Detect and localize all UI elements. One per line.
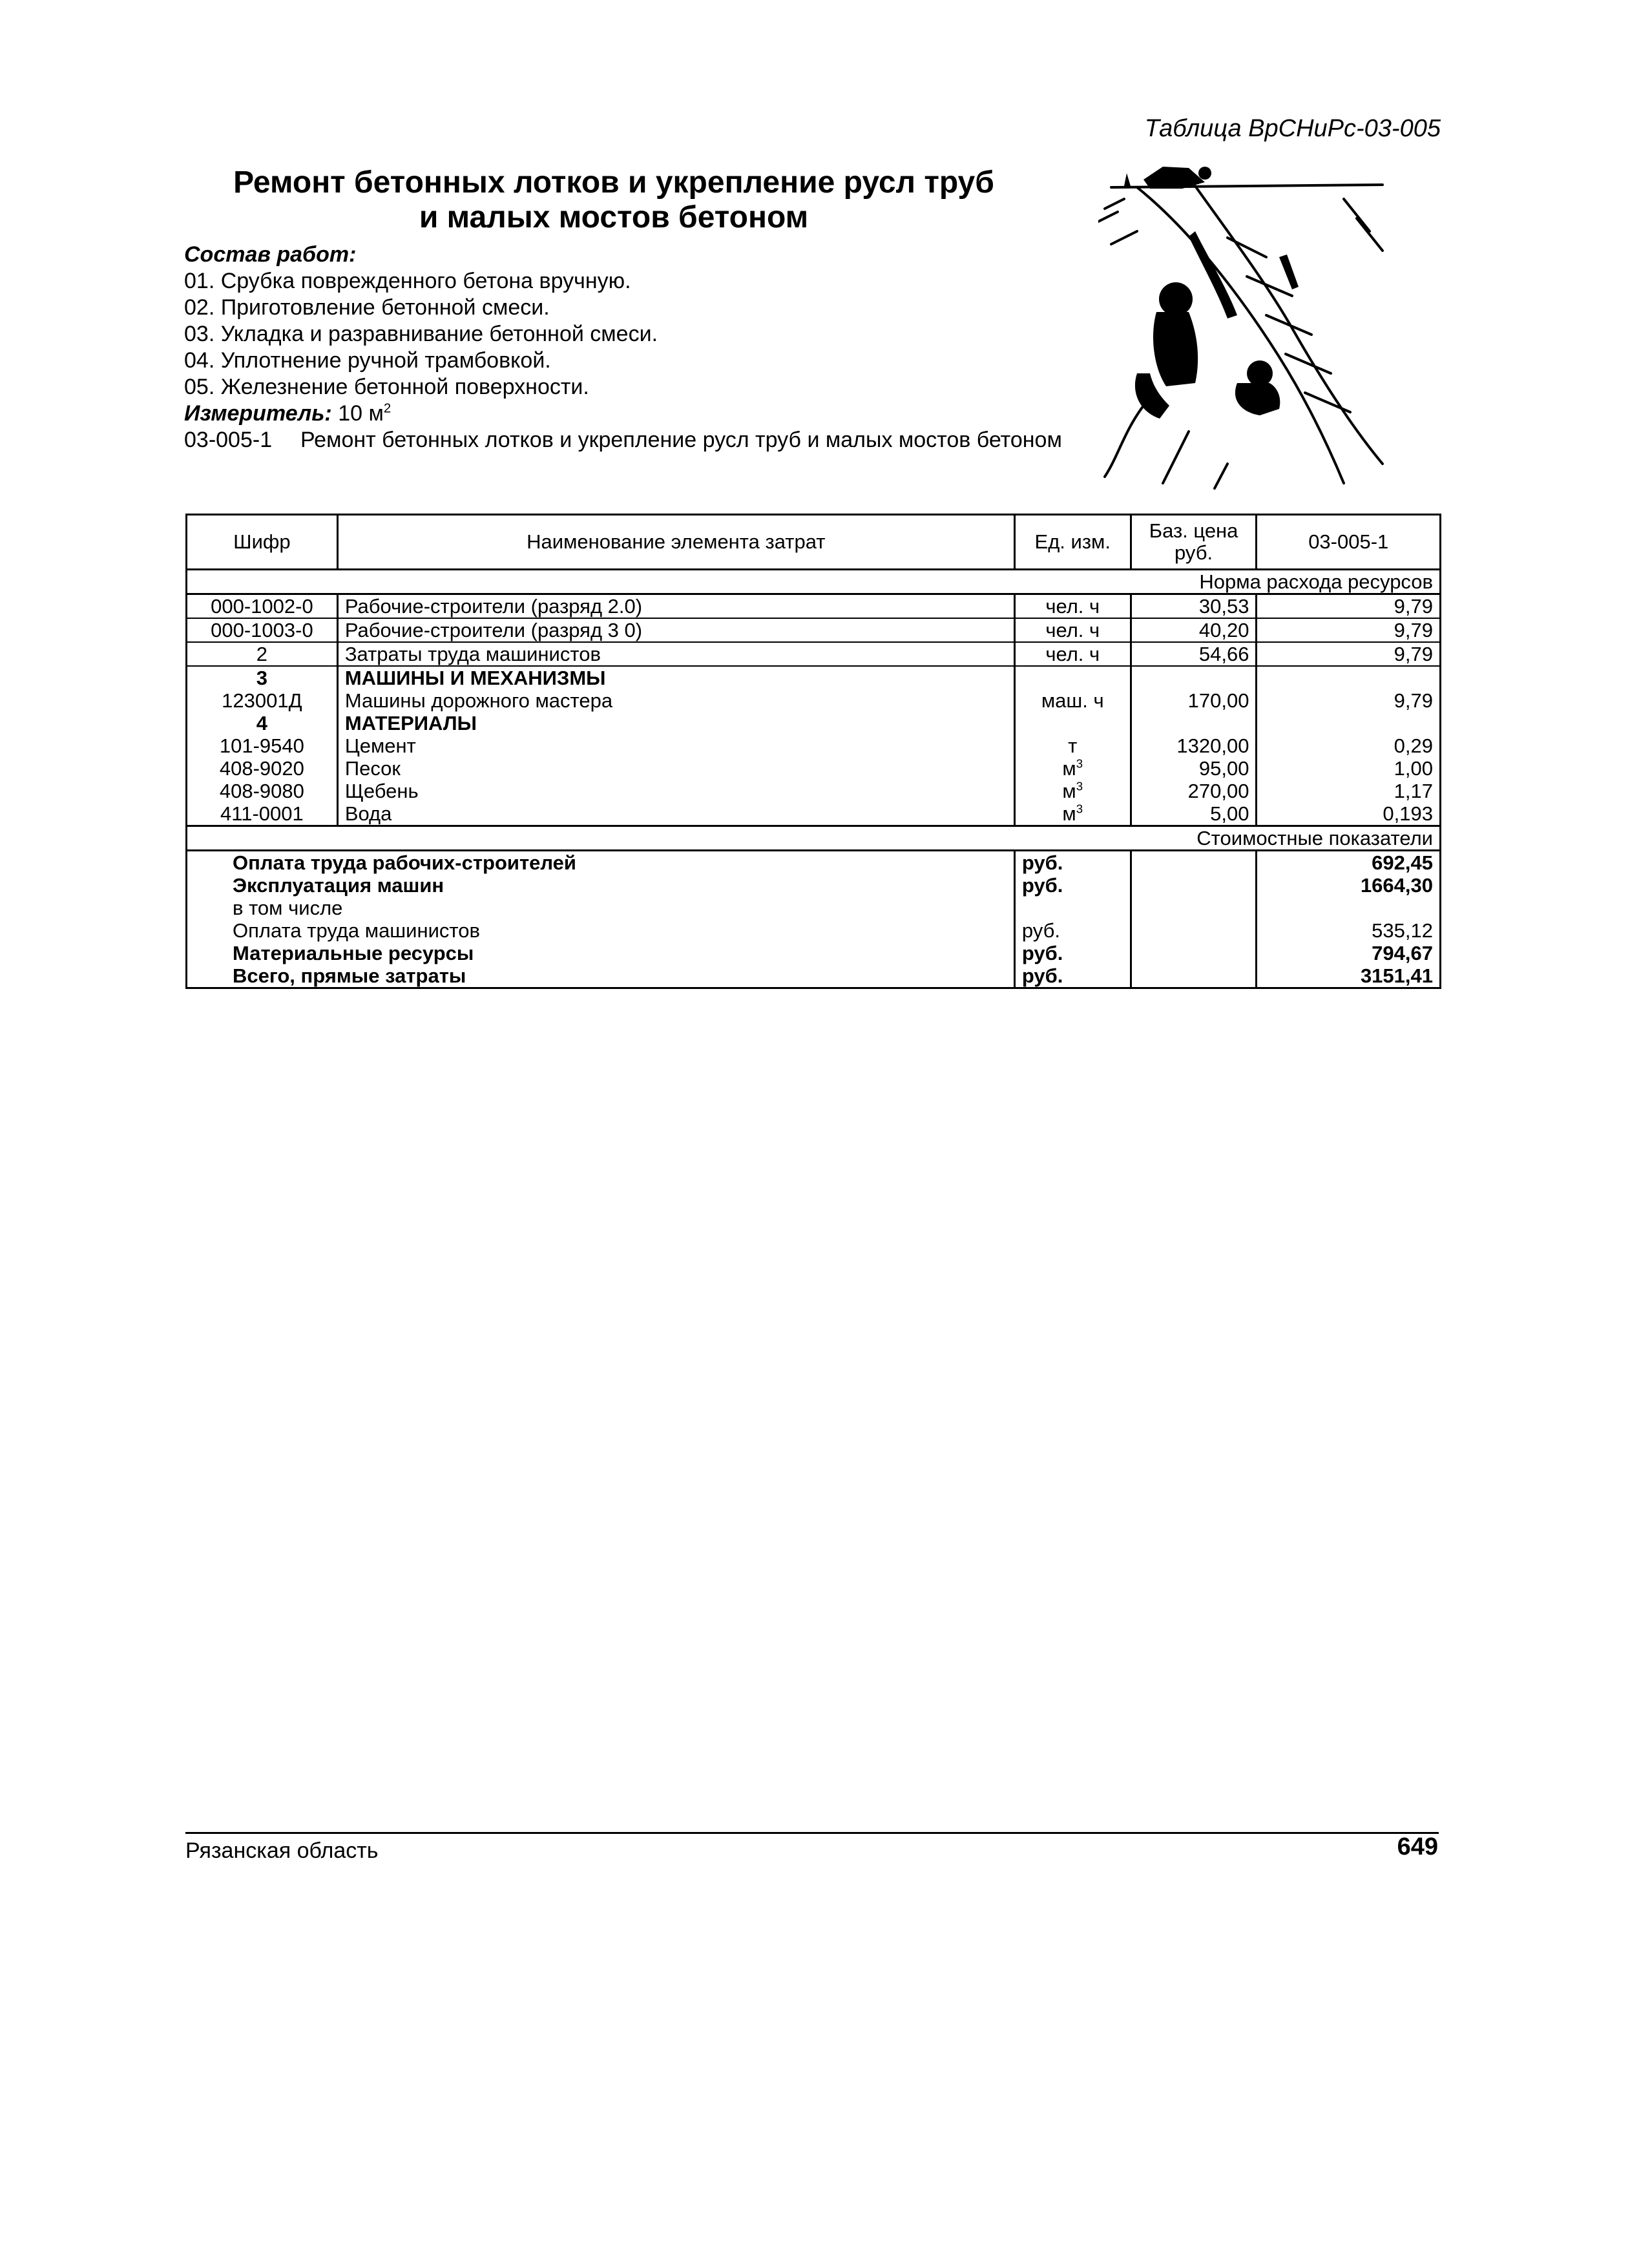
cost-name: в том числе [187,897,1015,919]
cell-code-text: 4 [256,712,268,734]
cost-unit: руб. [1014,874,1131,897]
table-row [187,666,1441,689]
cell-code [187,594,338,619]
cell-name [337,780,1014,802]
resource-rows [187,594,1441,826]
cost-price-empty [1131,851,1257,875]
cell-value-text: 0,193 [1383,802,1433,825]
intro-section [184,242,1089,453]
cell-value-text: 0,29 [1394,734,1433,757]
meter-superscript: 2 [383,401,392,416]
cell-name-text: Вода [344,802,392,825]
table-row [187,618,1441,642]
footer-region: Рязанская область [185,1838,379,1863]
work-item: 05. Железнение бетонной поверхности. [184,375,589,399]
cell-code-text: 3 [256,667,268,689]
cell-name-text: Рабочие-строители (разряд 2.0) [344,595,643,618]
cost-price-empty [1131,919,1257,942]
work-item: 03. Укладка и разравнивание бетонной смеси. [184,322,658,346]
cell-name [337,757,1014,780]
cell-price-text: 1320,00 [1176,734,1249,757]
item-line [184,427,1089,453]
cell-name [337,666,1014,689]
cell-value [1257,594,1441,619]
cell-value [1257,802,1441,826]
cost-name: Эксплуатация машин [187,874,1015,897]
cell-code-text: 408-9020 [219,757,304,780]
cell-name [337,802,1014,826]
cell-value [1257,666,1441,689]
cell-code-text: 408-9080 [219,780,304,802]
footer-rule [185,1832,1439,1834]
cell-name [337,642,1014,666]
unit-superscript: 3 [1076,802,1083,816]
cell-code [187,780,338,802]
cost-heading-row [187,826,1441,851]
unit-superscript: 3 [1076,779,1083,793]
table-row [187,712,1441,734]
cell-name [337,712,1014,734]
table-header-row [187,515,1441,570]
cell-code-text: 000-1002-0 [211,595,313,618]
cost-table [185,514,1441,989]
norm-heading-row [187,570,1441,594]
table-row [187,734,1441,757]
cell-unit [1014,802,1131,826]
cost-value: 1664,30 [1257,874,1441,897]
cost-unit: руб. [1014,964,1131,988]
cell-unit [1014,642,1131,666]
cell-name-text: Затраты труда машинистов [344,643,601,665]
cell-unit [1014,666,1131,689]
cell-name [337,689,1014,712]
cell-name-text: Щебень [344,780,419,802]
title-line-1: Ремонт бетонных лотков и укрепление русл труб [233,165,994,200]
cell-unit [1014,689,1131,712]
cell-unit [1014,618,1131,642]
cost-rows [187,851,1441,988]
meter-line [184,401,1089,427]
cell-name-text: Цемент [344,734,416,757]
work-item: 02. Приготовление бетонной смеси. [184,295,550,320]
unit-superscript: 3 [1076,756,1083,771]
cell-price [1131,780,1257,802]
table-row [187,642,1441,666]
page-number: 649 [1397,1833,1438,1860]
cell-price-text: 40,20 [1198,619,1249,641]
cell-price [1131,757,1257,780]
cost-row [187,874,1441,897]
cost-value: 3151,41 [1257,964,1441,988]
table-row [187,780,1441,802]
cell-unit-text: м [1062,757,1076,780]
header-unit: Ед. изм. [1014,515,1131,570]
cost-row [187,942,1441,964]
cell-unit [1014,712,1131,734]
cost-name: Материальные ресурсы [187,942,1015,964]
table-reference: Таблица ВрСНиРс-03-005 [1144,115,1441,142]
cell-price-text: 270,00 [1187,780,1249,802]
header-price: Баз. цена руб. [1131,515,1257,570]
cost-price-empty [1131,942,1257,964]
cell-value [1257,618,1441,642]
cost-name: Оплата труда рабочих-строителей [187,851,1015,875]
cost-heading: Стоимостные показатели [187,826,1441,851]
cell-price-text: 54,66 [1198,643,1249,665]
cell-price [1131,594,1257,619]
page-title [187,165,1040,235]
cell-price [1131,689,1257,712]
meter-value: 10 м [338,401,384,426]
header-code: Шифр [187,515,338,570]
cost-unit: руб. [1014,942,1131,964]
cost-unit [1014,897,1131,919]
cell-price-text: 30,53 [1198,595,1249,618]
cell-value [1257,689,1441,712]
cell-code [187,757,338,780]
item-description: Ремонт бетонных лотков и укрепление русл труб и малых мостов бетоном [300,428,1062,452]
cell-code-text: 411-0001 [220,802,304,825]
cell-price [1131,618,1257,642]
cell-code [187,734,338,757]
table-row [187,594,1441,619]
cell-name-text: МАТЕРИАЛЫ [344,712,477,734]
cost-name: Всего, прямые затраты [187,964,1015,988]
title-line-2: и малых мостов бетоном [419,200,809,234]
cell-code-text: 101-9540 [219,734,304,757]
cost-row [187,919,1441,942]
cell-code-text: 000-1003-0 [211,619,313,641]
cell-price [1131,666,1257,689]
cell-price [1131,712,1257,734]
cost-unit: руб. [1014,851,1131,875]
works-heading: Состав работ: [184,242,357,267]
work-item: 01. Срубка поврежденного бетона вручную. [184,269,631,293]
cell-price [1131,642,1257,666]
cell-unit-text: м [1062,780,1076,802]
cell-code [187,689,338,712]
cell-value-text: 1,00 [1394,757,1433,780]
header-name: Наименование элемента затрат [337,515,1014,570]
cost-name: Оплата труда машинистов [187,919,1015,942]
cell-value [1257,780,1441,802]
cost-unit: руб. [1014,919,1131,942]
cell-unit-text: чел. ч [1045,643,1100,665]
cell-code [187,802,338,826]
cost-value: 794,67 [1257,942,1441,964]
cell-unit [1014,780,1131,802]
cell-value [1257,734,1441,757]
cell-unit-text: маш. ч [1041,689,1104,712]
cost-value: 535,12 [1257,919,1441,942]
table-row [187,757,1441,780]
cell-value-text: 9,79 [1394,689,1433,712]
table-row [187,802,1441,826]
cost-price-empty [1131,964,1257,988]
cell-unit [1014,734,1131,757]
cell-price [1131,802,1257,826]
cell-price-text: 5,00 [1210,802,1249,825]
cell-name-text: Машины дорожного мастера [344,689,613,712]
cell-name-text: МАШИНЫ И МЕХАНИЗМЫ [344,667,606,689]
cell-value [1257,757,1441,780]
item-code: 03-005-1 [184,428,273,452]
work-item: 04. Уплотнение ручной трамбовкой. [184,348,551,373]
cell-value-text: 1,17 [1394,780,1433,802]
cell-value [1257,712,1441,734]
cost-row [187,897,1441,919]
cell-code [187,642,338,666]
cell-code-text: 123001Д [222,689,302,712]
table-row [187,689,1441,712]
cell-unit-text: т [1068,734,1078,757]
cost-value [1257,897,1441,919]
cell-price [1131,734,1257,757]
cost-price-empty [1131,897,1257,919]
cell-price-text: 170,00 [1187,689,1249,712]
cell-value-text: 9,79 [1394,643,1433,665]
meter-label: Измеритель: [184,401,332,426]
cell-name [337,734,1014,757]
cost-price-empty [1131,874,1257,897]
cell-code [187,666,338,689]
cell-code [187,712,338,734]
cell-name [337,618,1014,642]
cell-unit-text: чел. ч [1045,619,1100,641]
cost-row [187,851,1441,875]
cell-name-text: Песок [344,757,401,780]
cell-unit [1014,594,1131,619]
cell-code-text: 2 [256,643,268,665]
cell-unit [1014,757,1131,780]
norm-heading: Норма расхода ресурсов [187,570,1441,594]
cell-name [337,594,1014,619]
cost-row [187,964,1441,988]
cell-price-text: 95,00 [1198,757,1249,780]
cell-value-text: 9,79 [1394,595,1433,618]
cell-unit-text: м [1062,802,1076,825]
cell-name-text: Рабочие-строители (разряд 3 0) [344,619,643,641]
cell-code [187,618,338,642]
workers-illustration [1098,160,1389,490]
cost-value: 692,45 [1257,851,1441,875]
cell-value [1257,642,1441,666]
cell-unit-text: чел. ч [1045,595,1100,618]
cell-value-text: 9,79 [1394,619,1433,641]
header-column: 03-005-1 [1257,515,1441,570]
